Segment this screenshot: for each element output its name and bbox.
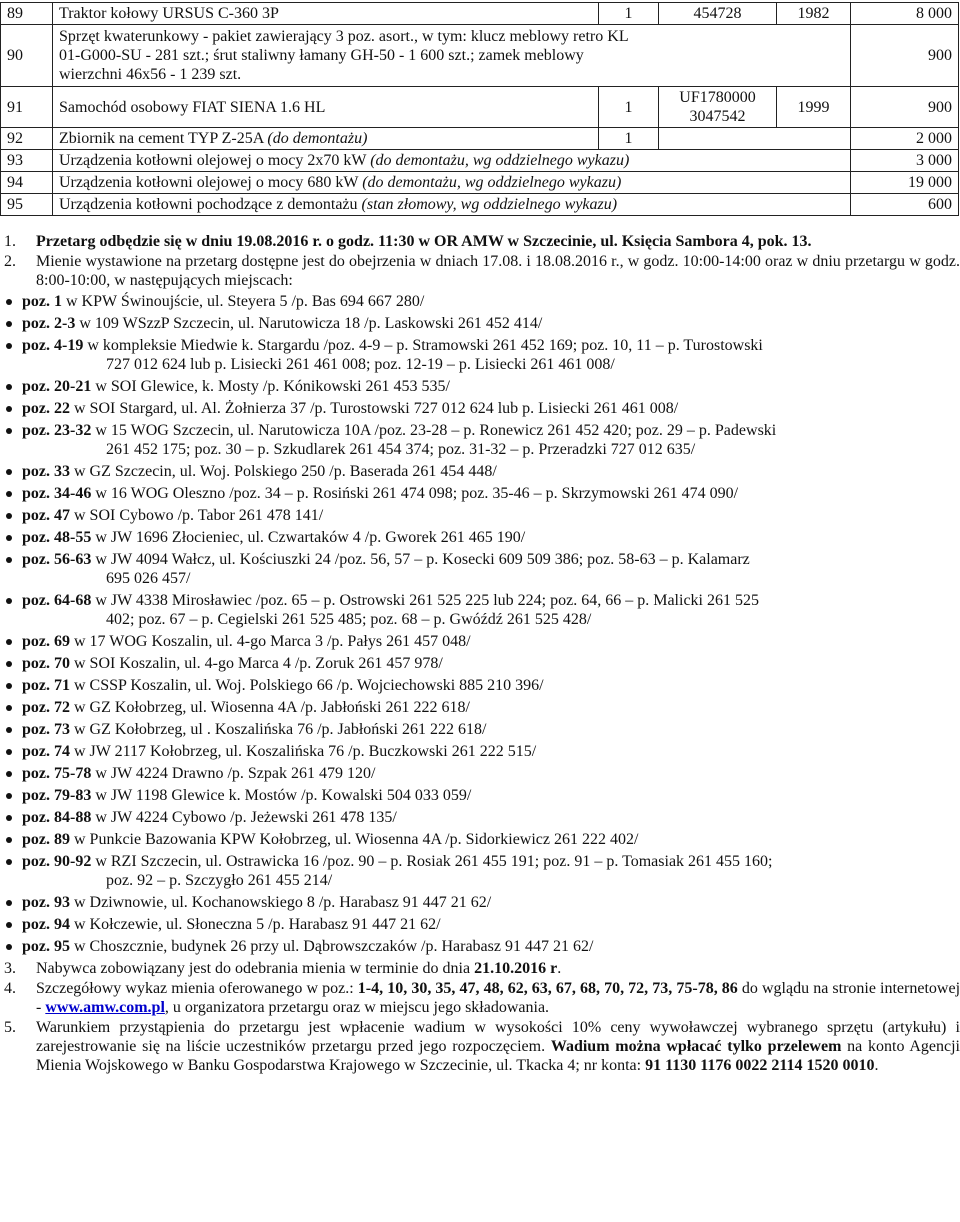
place-details: w Dziwnowie, ul. Kochanowskiego 8 /p. Harabasz 91 447 21 62/ <box>70 894 492 911</box>
point-text: Warunkiem przystąpienia do przetargu jest wpłacenie wadium w wysokości 10% ceny wywoławczej wybranego sprzętu (artykułu) i zarejestrowanie się na liście uczestników przetargu przed jego rozpoczęciem. <box>36 1019 960 1055</box>
place-details: w 17 WOG Koszalin, ul. 4-go Marca 3 /p. Pałys 261 457 048/ <box>70 633 471 650</box>
table-row <box>1 25 959 87</box>
place-details-continued: 261 452 175; poz. 30 – p. Szkudlarek 261 454 374; poz. 31-32 – p. Przeradzki 727 012 635/ <box>106 441 696 458</box>
place-positions: poz. 64-68 <box>22 592 92 609</box>
desc-text: Zbiornik na cement TYP Z-25A <box>59 130 264 147</box>
place-item <box>0 786 960 805</box>
place-item <box>0 506 960 525</box>
place-item <box>0 764 960 783</box>
place-details: w GZ Kołobrzeg, ul . Koszalińska 76 /p. Jabłoński 261 222 618/ <box>70 721 487 738</box>
place-details: w JW 4224 Cybowo /p. Jeżewski 261 478 135/ <box>91 809 397 826</box>
place-details-continued: 727 012 624 lub p. Lisiecki 261 461 008; poz. 12-19 – p. Lisiecki 261 461 008/ <box>106 356 615 373</box>
place-positions: poz. 4-19 <box>22 337 84 354</box>
bullet-icon <box>6 557 12 563</box>
bullet-icon <box>6 771 12 777</box>
place-details-continued: poz. 92 – p. Szczygło 261 455 214/ <box>106 872 333 889</box>
row-description <box>53 172 851 194</box>
table-row <box>1 128 959 150</box>
place-item <box>0 336 960 374</box>
place-positions: poz. 20-21 <box>22 378 92 395</box>
point-number: 2. <box>4 253 16 270</box>
place-positions: poz. 34-46 <box>22 485 92 502</box>
desc-note: (do demontażu) <box>267 130 368 147</box>
place-positions: poz. 71 <box>22 677 70 694</box>
bullet-icon <box>6 343 12 349</box>
terms-list <box>0 232 960 1076</box>
place-item <box>0 720 960 739</box>
place-details: w Kołczewie, ul. Słoneczna 5 /p. Harabasz 91 447 21 62/ <box>70 916 441 933</box>
desc-text: Urządzenia kotłowni olejowej o mocy 680 kW <box>59 174 359 191</box>
place-item <box>0 654 960 673</box>
row-price: 900 <box>851 87 959 128</box>
row-number: 91 <box>1 87 53 128</box>
items-table <box>0 2 959 216</box>
row-year: 1999 <box>777 87 851 128</box>
place-item <box>0 808 960 827</box>
place-item <box>0 421 960 459</box>
deadline-date: 21.10.2016 r <box>474 960 558 977</box>
desc-note: (do demontażu, wg oddzielnego wykazu) <box>370 152 630 169</box>
bullet-icon <box>6 705 12 711</box>
point-4 <box>0 979 960 1017</box>
place-item <box>0 314 960 333</box>
place-item <box>0 742 960 761</box>
place-positions: poz. 93 <box>22 894 70 911</box>
desc-text: Urządzenia kotłowni olejowej o mocy 2x70 kW <box>59 152 367 169</box>
place-positions: poz. 1 <box>22 293 62 310</box>
place-details: w GZ Szczecin, ul. Woj. Polskiego 250 /p. Baserada 261 454 448/ <box>70 463 497 480</box>
bullet-icon <box>6 428 12 434</box>
place-details: w JW 1198 Glewice k. Mostów /p. Kowalski 504 033 059/ <box>91 787 472 804</box>
account-number: 91 1130 1176 0022 2114 1520 0010 <box>645 1057 875 1074</box>
place-details: w Punkcie Bazowania KPW Kołobrzeg, ul. Wiosenna 4A /p. Sidorkiewicz 261 222 402/ <box>70 831 639 848</box>
point-text-end: . <box>557 960 562 977</box>
places-list <box>0 292 960 956</box>
place-positions: poz. 79-83 <box>22 787 92 804</box>
place-details: w JW 4224 Drawno /p. Szpak 261 479 120/ <box>91 765 376 782</box>
place-item <box>0 830 960 849</box>
bullet-icon <box>6 406 12 412</box>
place-item <box>0 462 960 481</box>
row-description: Traktor kołowy URSUS C-360 3P <box>53 3 599 25</box>
website-link[interactable]: www.amw.com.pl <box>45 999 165 1016</box>
point-text-end: . <box>874 1057 879 1074</box>
place-details: w SOI Glewice, k. Mosty /p. Kónikowski 261 453 535/ <box>91 378 450 395</box>
bullet-icon <box>6 922 12 928</box>
table-row <box>1 3 959 25</box>
place-item <box>0 937 960 956</box>
table-row <box>1 87 959 128</box>
bullet-icon <box>6 384 12 390</box>
place-item <box>0 399 960 418</box>
bullet-icon <box>6 749 12 755</box>
bullet-icon <box>6 859 12 865</box>
place-item <box>0 484 960 503</box>
place-positions: poz. 22 <box>22 400 70 417</box>
place-item <box>0 591 960 629</box>
row-empty <box>659 128 851 150</box>
place-positions: poz. 73 <box>22 721 70 738</box>
row-price: 900 <box>851 25 959 87</box>
place-item <box>0 915 960 934</box>
place-positions: poz. 72 <box>22 699 70 716</box>
place-positions: poz. 2-3 <box>22 315 76 332</box>
row-description: Sprzęt kwaterunkowy - pakiet zawierający 3 poz. asort., w tym: klucz meblowy retro KL 01-G000-SU - 281 szt.; śrut staliwny łamany GH-50 - 1 600 szt.; zamek meblowy wierzchni 46x56 - 1 239 szt. <box>53 25 851 87</box>
place-positions: poz. 89 <box>22 831 70 848</box>
point-text: Mienie wystawione na przetarg dostępne jest do obejrzenia w dniach 17.08. i 18.08.2016 r., w godz. 10:00-14:00 oraz w dniu przetargu w godz. 8:00-10:00, w następujących miejscach: <box>36 253 960 289</box>
table-row <box>1 150 959 172</box>
bullet-icon <box>6 793 12 799</box>
desc-note: (stan złomowy, wg oddzielnego wykazu) <box>361 196 618 213</box>
place-details: w SOI Stargard, ul. Al. Żołnierza 37 /p. Turostowski 727 012 624 lub p. Lisiecki 261 461 008/ <box>70 400 679 417</box>
place-positions: poz. 48-55 <box>22 529 92 546</box>
place-positions: poz. 23-32 <box>22 422 92 439</box>
place-positions: poz. 69 <box>22 633 70 650</box>
row-year: 1982 <box>777 3 851 25</box>
place-positions: poz. 33 <box>22 463 70 480</box>
point-number: 1. <box>4 233 16 250</box>
row-quantity: 1 <box>599 3 659 25</box>
place-details: w JW 1696 Złocieniec, ul. Czwartaków 4 /p. Gworek 261 465 190/ <box>91 529 526 546</box>
place-positions: poz. 84-88 <box>22 809 92 826</box>
point-2 <box>0 252 960 290</box>
serial-line-1: UF1780000 <box>679 89 756 106</box>
point-3 <box>0 959 960 978</box>
point-text: Szczegółowy wykaz mienia oferowanego w poz.: <box>36 980 358 997</box>
row-description: Samochód osobowy FIAT SIENA 1.6 HL <box>53 87 599 128</box>
point-number: 5. <box>4 1019 16 1036</box>
place-details: w JW 4338 Mirosławiec /poz. 65 – p. Ostrowski 261 525 225 lub 224; poz. 64, 66 – p. Malicki 261 525 <box>91 592 759 609</box>
row-price: 19 000 <box>851 172 959 194</box>
point-number: 3. <box>4 960 16 977</box>
bullet-icon <box>6 491 12 497</box>
place-item <box>0 676 960 695</box>
place-item <box>0 550 960 588</box>
row-number: 89 <box>1 3 53 25</box>
place-details: w 16 WOG Oleszno /poz. 34 – p. Rosiński 261 474 098; poz. 35-46 – p. Skrzymowski 261 474 090/ <box>91 485 739 502</box>
row-quantity: 1 <box>599 87 659 128</box>
payment-note: Wadium można wpłacać tylko przelewem <box>550 1038 842 1055</box>
point-5 <box>0 1018 960 1075</box>
place-details: w CSSP Koszalin, ul. Woj. Polskiego 66 /p. Wojciechowski 885 210 396/ <box>70 677 544 694</box>
row-price: 2 000 <box>851 128 959 150</box>
place-item <box>0 377 960 396</box>
bullet-icon <box>6 469 12 475</box>
table-row <box>1 194 959 216</box>
place-item <box>0 292 960 311</box>
bullet-icon <box>6 727 12 733</box>
place-item <box>0 893 960 912</box>
place-positions: poz. 74 <box>22 743 70 760</box>
bullet-icon <box>6 944 12 950</box>
row-number: 95 <box>1 194 53 216</box>
point-text: Przetarg odbędzie się w dniu 19.08.2016 r. o godz. 11:30 w OR AMW w Szczecinie, ul. Księcia Sambora 4, pok. 13. <box>36 233 812 250</box>
row-description <box>53 150 851 172</box>
row-number: 94 <box>1 172 53 194</box>
place-details: w KPW Świnoujście, ul. Steyera 5 /p. Bas 694 667 280/ <box>62 293 425 310</box>
point-text-mid: na konto Agencji Mienia Wojskowego w Banku Gospodarstwa Krajowego w Szczecinie, ul. Tkacka 4; nr konta: <box>36 1038 960 1074</box>
bullet-icon <box>6 598 12 604</box>
point-text: Nabywca zobowiązany jest do odebrania mienia w terminie do dnia <box>36 960 475 977</box>
place-details: w RZI Szczecin, ul. Ostrawicka 16 /poz. 90 – p. Rosiak 261 455 191; poz. 91 – p. Tomasiak 261 455 160; <box>91 853 773 870</box>
place-item <box>0 632 960 651</box>
point-text-end: , u organizatora przetargu oraz w miejscu jego składowania. <box>164 999 550 1016</box>
table-row <box>1 172 959 194</box>
place-details: w 15 WOG Szczecin, ul. Narutowicza 10A /poz. 23-28 – p. Ronewicz 261 452 420; poz. 29 – p. Padewski <box>91 422 777 439</box>
place-details: w SOI Cybowo /p. Tabor 261 478 141/ <box>70 507 324 524</box>
bullet-icon <box>6 661 12 667</box>
place-details: w GZ Kołobrzeg, ul. Wiosenna 4A /p. Jabłoński 261 222 618/ <box>70 699 470 716</box>
bullet-icon <box>6 639 12 645</box>
place-positions: poz. 94 <box>22 916 70 933</box>
row-price: 3 000 <box>851 150 959 172</box>
place-item <box>0 698 960 717</box>
serial-line-2: 3047542 <box>689 108 746 125</box>
place-item <box>0 528 960 547</box>
row-serial <box>659 87 777 128</box>
place-details: w SOI Koszalin, ul. 4-go Marca 4 /p. Zoruk 261 457 978/ <box>70 655 443 672</box>
desc-text: Urządzenia kotłowni pochodzące z demontażu <box>59 196 358 213</box>
row-description <box>53 194 851 216</box>
place-positions: poz. 90-92 <box>22 853 92 870</box>
place-details: w JW 2117 Kołobrzeg, ul. Koszalińska 76 /p. Buczkowski 261 222 515/ <box>70 743 537 760</box>
place-positions: poz. 56-63 <box>22 551 92 568</box>
row-number: 92 <box>1 128 53 150</box>
row-quantity: 1 <box>599 128 659 150</box>
place-positions: poz. 95 <box>22 938 70 955</box>
row-description <box>53 128 599 150</box>
point-1 <box>0 232 960 251</box>
desc-note: (do demontażu, wg oddzielnego wykazu) <box>362 174 622 191</box>
positions-list: 1-4, 10, 30, 35, 47, 48, 62, 63, 67, 68, 70, 72, 73, 75-78, 86 <box>357 980 738 997</box>
place-positions: poz. 70 <box>22 655 70 672</box>
bullet-icon <box>6 683 12 689</box>
row-price: 600 <box>851 194 959 216</box>
bullet-icon <box>6 321 12 327</box>
point-text-mid: do wglądu na stronie internetowej - <box>36 980 960 1016</box>
place-details: w 109 WSzzP Szczecin, ul. Narutowicza 18 /p. Laskowski 261 452 414/ <box>75 315 543 332</box>
bullet-icon <box>6 900 12 906</box>
row-price: 8 000 <box>851 3 959 25</box>
place-details: w kompleksie Miedwie k. Stargardu /poz. 4-9 – p. Stramowski 261 452 169; poz. 10, 11 – p. Turostowski <box>83 337 763 354</box>
bullet-icon <box>6 513 12 519</box>
place-item <box>0 852 960 890</box>
place-details-continued: 402; poz. 67 – p. Cegielski 261 525 485; poz. 68 – p. Gwóźdź 261 525 428/ <box>106 611 592 628</box>
place-positions: poz. 47 <box>22 507 70 524</box>
place-positions: poz. 75-78 <box>22 765 92 782</box>
bullet-icon <box>6 815 12 821</box>
bullet-icon <box>6 837 12 843</box>
row-serial: 454728 <box>659 3 777 25</box>
place-details: w JW 4094 Wałcz, ul. Kościuszki 24 /poz. 56, 57 – p. Kosecki 609 509 386; poz. 58-63 – p. Kalamarz <box>91 551 750 568</box>
bullet-icon <box>6 535 12 541</box>
place-details-continued: 695 026 457/ <box>106 570 191 587</box>
place-details: w Choszcznie, budynek 26 przy ul. Dąbrowszczaków /p. Harabasz 91 447 21 62/ <box>70 938 594 955</box>
bullet-icon <box>6 299 12 305</box>
row-number: 93 <box>1 150 53 172</box>
row-number: 90 <box>1 25 53 87</box>
point-number: 4. <box>4 980 16 997</box>
